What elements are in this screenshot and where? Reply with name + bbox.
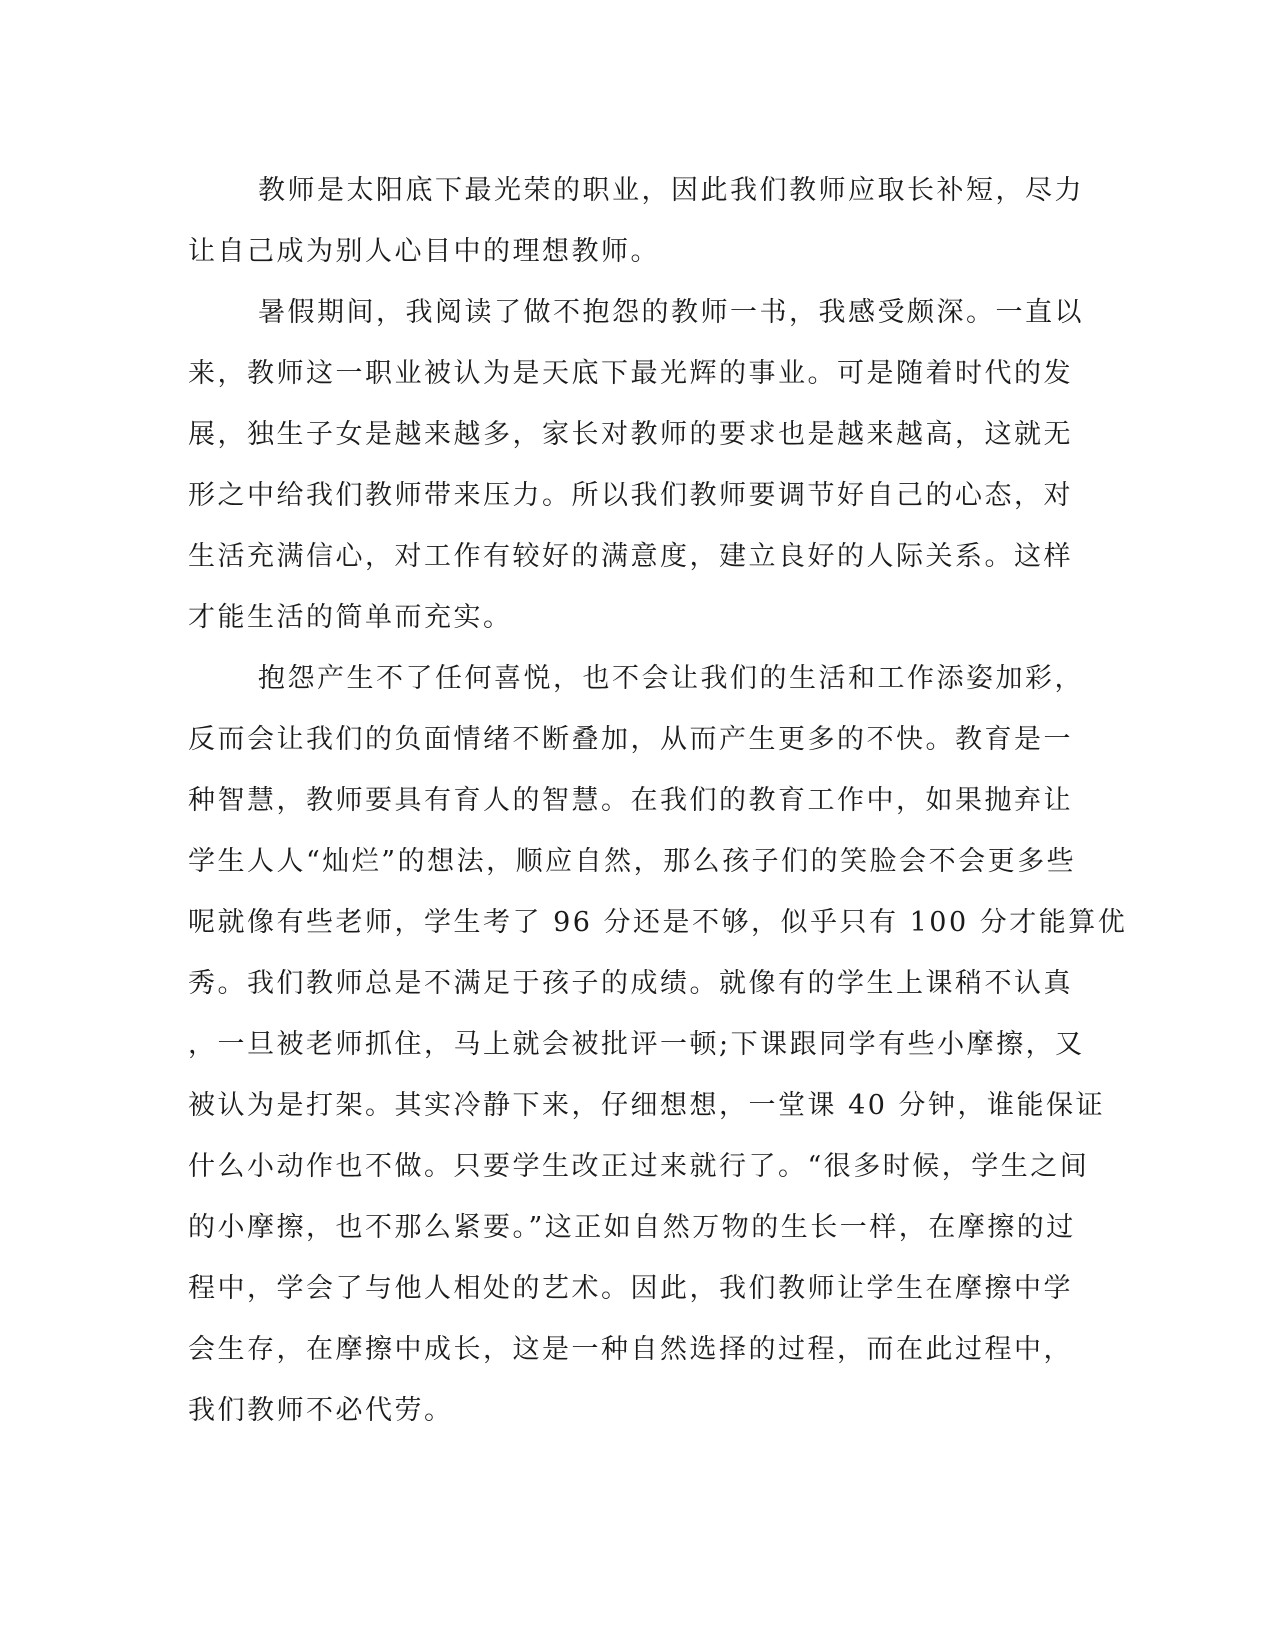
paragraph-line: 教师是太阳底下最光荣的职业，因此我们教师应取长补短，尽力 (258, 175, 1084, 206)
paragraph-line: ，一旦被老师抓住，马上就会被批评一顿;下课跟同学有些小摩擦，又 (188, 1029, 1085, 1060)
paragraph-line: 呢就像有些老师，学生考了 96 分还是不够，似乎只有 100 分才能算优 (188, 907, 1128, 938)
paragraph-line: 生活充满信心，对工作有较好的满意度，建立良好的人际关系。这样 (188, 541, 1073, 572)
paragraph-line: 暑假期间，我阅读了做不抱怨的教师一书，我感受颇深。一直以 (258, 297, 1084, 328)
paragraph-line: 程中，学会了与他人相处的艺术。因此，我们教师让学生在摩擦中学 (188, 1273, 1073, 1304)
paragraph-line: 种智慧，教师要具有育人的智慧。在我们的教育工作中，如果抛弃让 (188, 785, 1073, 816)
paragraph-line: 秀。我们教师总是不满足于孩子的成绩。就像有的学生上课稍不认真 (188, 968, 1073, 999)
paragraph-2 (188, 282, 1084, 648)
paragraph-line: 让自己成为别人心目中的理想教师。 (188, 236, 660, 267)
paragraph-1 (188, 160, 1084, 282)
paragraph-line: 来，教师这一职业被认为是天底下最光辉的事业。可是随着时代的发 (188, 358, 1073, 389)
paragraph-line: 我们教师不必代劳。 (188, 1395, 454, 1426)
paragraph-3 (188, 648, 1128, 1441)
paragraph-line: 才能生活的简单而充实。 (188, 602, 513, 633)
paragraph-line: 抱怨产生不了任何喜悦，也不会让我们的生活和工作添姿加彩， (258, 663, 1084, 694)
paragraph-line: 被认为是打架。其实冷静下来，仔细想想，一堂课 40 分钟，谁能保证 (188, 1090, 1106, 1121)
paragraph-line: 的小摩擦，也不那么紧要。”这正如自然万物的生长一样，在摩擦的过 (188, 1212, 1076, 1243)
paragraph-line: 形之中给我们教师带来压力。所以我们教师要调节好自己的心态，对 (188, 480, 1073, 511)
paragraph-line: 展，独生子女是越来越多，家长对教师的要求也是越来越高，这就无 (188, 419, 1073, 450)
paragraph-line: 反而会让我们的负面情绪不断叠加，从而产生更多的不快。教育是一 (188, 724, 1073, 755)
paragraph-line: 会生存，在摩擦中成长，这是一种自然选择的过程，而在此过程中， (188, 1334, 1073, 1365)
document-body (188, 160, 1128, 1441)
paragraph-line: 什么小动作也不做。只要学生改正过来就行了。“很多时候，学生之间 (188, 1151, 1090, 1182)
paragraph-line: 学生人人“灿烂”的想法，顺应自然，那么孩子们的笑脸会不会更多些 (188, 846, 1077, 877)
